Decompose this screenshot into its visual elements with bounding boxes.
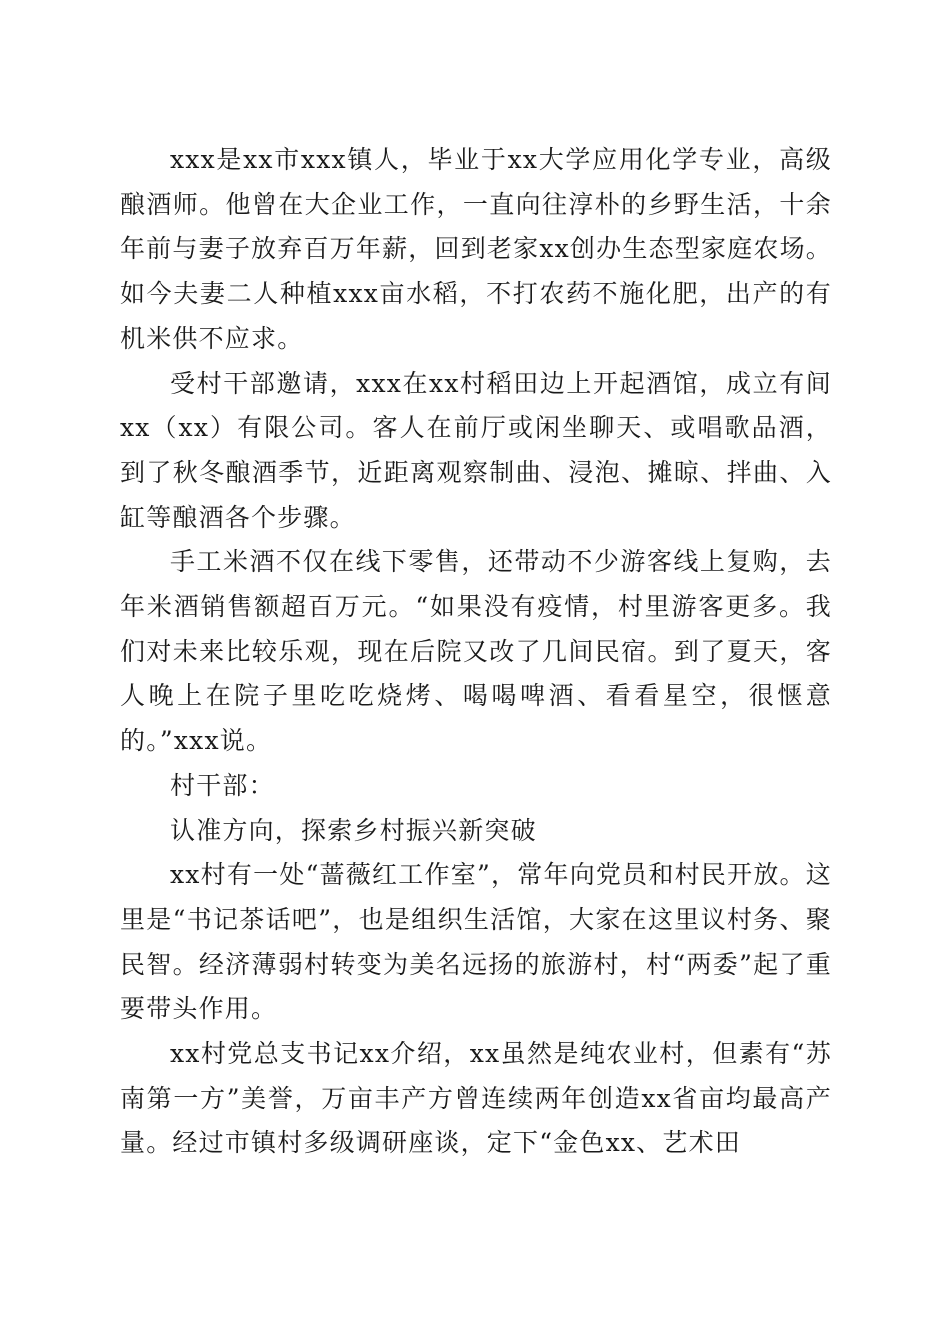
section-label: 村干部： <box>170 770 275 800</box>
document-body <box>120 138 832 1166</box>
paragraph-studio: xx村有一处“蔷薇红工作室”，常年向党员和村民开放。这里是“书记茶话吧”，也是组织生活馆，大家在这里议村务、聚民智。经济薄弱村转变为美名远扬的旅游村，村“两委”起了重要带头作用。 <box>120 860 832 1024</box>
paragraph-farmer-intro: xxx是xx市xxx镇人，毕业于xx大学应用化学专业，高级酿酒师。他曾在大企业工作，一直向往淳朴的乡野生活，十余年前与妻子放弃百万年薪，回到老家xx创办生态型家庭农场。如今夫妻二人种植xxx亩水稻，不打农药不施化肥，出产的有机米供不应求。 <box>120 145 832 353</box>
paragraph-tavern: 受村干部邀请，xxx在xx村稻田边上开起酒馆，成立有间xx（xx）有限公司。客人在前厅或闲坐聊天、或唱歌品酒，到了秋冬酿酒季节，近距离观察制曲、浸泡、摊晾、拌曲、入缸等酿酒各个步骤。 <box>120 368 832 532</box>
section-title: 认准方向，探索乡村振兴新突破 <box>170 815 537 845</box>
paragraph-rice-wine-sales: 手工米酒不仅在线下零售，还带动不少游客线上复购，去年米酒销售额超百万元。“如果没有疫情，村里游客更多。我们对未来比较乐观，现在后院又改了几间民宿。到了夏天，客人晚上在院子里吃吃烧烤、喝喝啤酒、看看星空，很惬意的。”xxx说。 <box>120 547 832 756</box>
paragraph-party-secretary: xx村党总支书记xx介绍，xx虽然是纯农业村，但素有“苏南第一方”美誉，万亩丰产方曾连续两年创造xx省亩均最高产量。经过市镇村多级调研座谈，定下“金色xx、艺术田 <box>120 1039 832 1158</box>
